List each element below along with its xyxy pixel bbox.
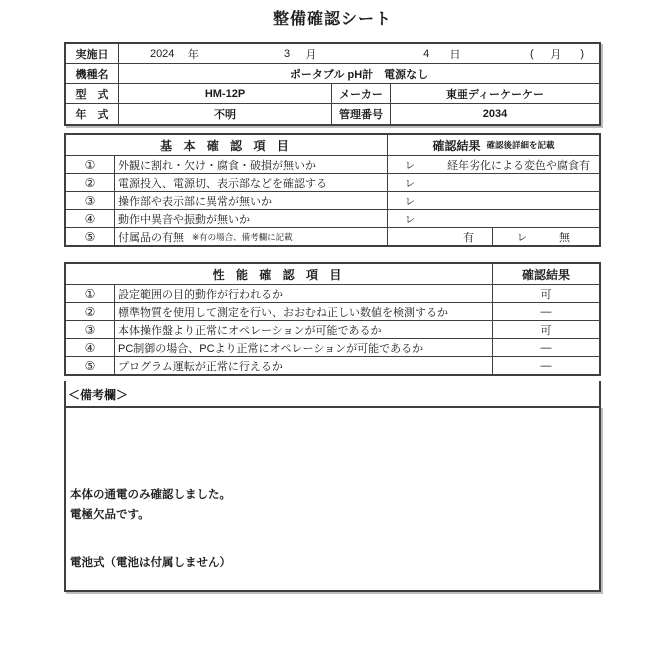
check-result: 可 [540,324,552,337]
check-item-text: PC制御の場合、PCより正常にオペレーションが可能であるか [115,339,493,356]
basic-check-header [66,135,599,155]
table-row-model-name [66,64,599,84]
date-year-unit: 年 [187,48,199,61]
remarks-line: 電極欠品です。 [70,509,150,521]
table-row [66,173,599,191]
check-result: 可 [540,288,552,301]
date-month: 3 [283,47,291,60]
checkmark: レ [405,161,415,172]
page-title: 整備確認シート [272,11,392,28]
item-number: ① [66,285,115,302]
table-row [66,209,599,227]
date-month-unit: 月 [305,48,317,61]
table-row [66,338,599,356]
option-yes-cell [388,228,493,245]
option-no-cell [493,228,599,245]
table-row-year [66,104,599,124]
check-item-text: 電源投入、電源切、表示部などを確認する [115,174,388,191]
basic-header-result [388,135,599,155]
table-row [66,302,599,320]
result-note: 経年劣化による変色や腐食有 [447,159,590,172]
year-label: 年 式 [66,104,119,124]
table-row-model [66,84,599,104]
check-item-text: プログラム運転が正常に行えるか [115,357,493,374]
device-info-table [64,42,601,126]
date-label: 実施日 [66,44,119,63]
checkmark: レ [405,215,415,226]
check-result: ― [540,341,552,354]
basic-header-item: 基 本 確 認 項 目 [66,135,388,155]
item-number: ② [66,174,115,191]
result-header-note: 確認後詳細を記載 [486,140,555,150]
year-value: 不明 [119,104,332,124]
check-result [388,210,599,227]
check-item-text: 標準物質を使用して測定を行い、おおむね正しい数値を検測するか [115,303,493,320]
performance-check-table [64,262,601,376]
table-row [66,356,599,374]
item-number: ⑤ [66,228,115,245]
model-label: 型 式 [66,84,119,103]
mgmt-number-label: 管理番号 [332,104,391,124]
item-number: ③ [66,192,115,209]
date-day-unit: 日 [449,48,461,61]
perf-header-item: 性 能 確 認 項 目 [66,264,493,284]
check-item-text: 操作部や表示部に異常が無いか [115,192,388,209]
check-item-text: 本体操作盤より正常にオペレーションが可能であるか [115,321,493,338]
date-day: 4 [423,47,430,60]
remarks-line [70,526,595,554]
item-number: ⑤ [66,357,115,374]
table-row [66,191,599,209]
date-paren-open: ( [529,47,534,60]
check-item-text: 外観に割れ・欠け・腐食・破損が無いか [115,156,388,173]
date-paren-close: ) [580,47,585,60]
remarks-line: 本体の通電のみ確認しました。 [70,489,231,501]
check-item-main: 付属品の有無 [118,231,184,244]
check-result: ― [540,359,552,372]
remarks-label: ＜備考欄＞ [64,381,601,407]
table-row [66,155,599,173]
check-result [388,174,599,191]
checkmark: レ [405,179,415,190]
check-item-text: 動作中異音や振動が無いか [115,210,388,227]
item-number: ② [66,303,115,320]
maker-label: メーカー [332,84,391,103]
item-number: ① [66,156,115,173]
date-weekday: 月 [550,48,562,61]
check-result [388,156,599,173]
model-name-value: ポータブル pH計 電源なし [289,68,429,81]
check-result [388,192,599,209]
check-item-text: 設定範囲の目的動作が行われるか [115,285,493,302]
item-number: ④ [66,339,115,356]
check-result: ― [540,305,552,318]
remarks-line: 電池式（電池は付属しません） [70,557,231,569]
table-row [66,320,599,338]
item-number: ④ [66,210,115,227]
perf-header-result: 確認結果 [521,267,570,282]
checkmark: レ [405,197,415,208]
model-value: HM-12P [119,84,332,103]
table-row-date [66,44,599,64]
maker-value: 東亜ディーケーケー [445,88,545,101]
date-year: 2024 [149,47,175,60]
checkmark: レ [517,233,527,244]
basic-check-table [64,133,601,247]
remarks-box [64,406,601,592]
check-item-text [115,228,388,245]
item-number: ③ [66,321,115,338]
result-header-label: 確認結果 [432,138,481,153]
performance-check-header [66,264,599,284]
table-row [66,284,599,302]
model-name-label: 機種名 [66,64,119,83]
option-no: 無 [559,231,570,244]
date-value [119,44,599,63]
option-yes: 有 [463,231,474,244]
mgmt-number-value: 2034 [482,108,508,120]
table-row [66,227,599,245]
check-item-note: ※有の場合、備考欄に記載 [192,231,293,242]
